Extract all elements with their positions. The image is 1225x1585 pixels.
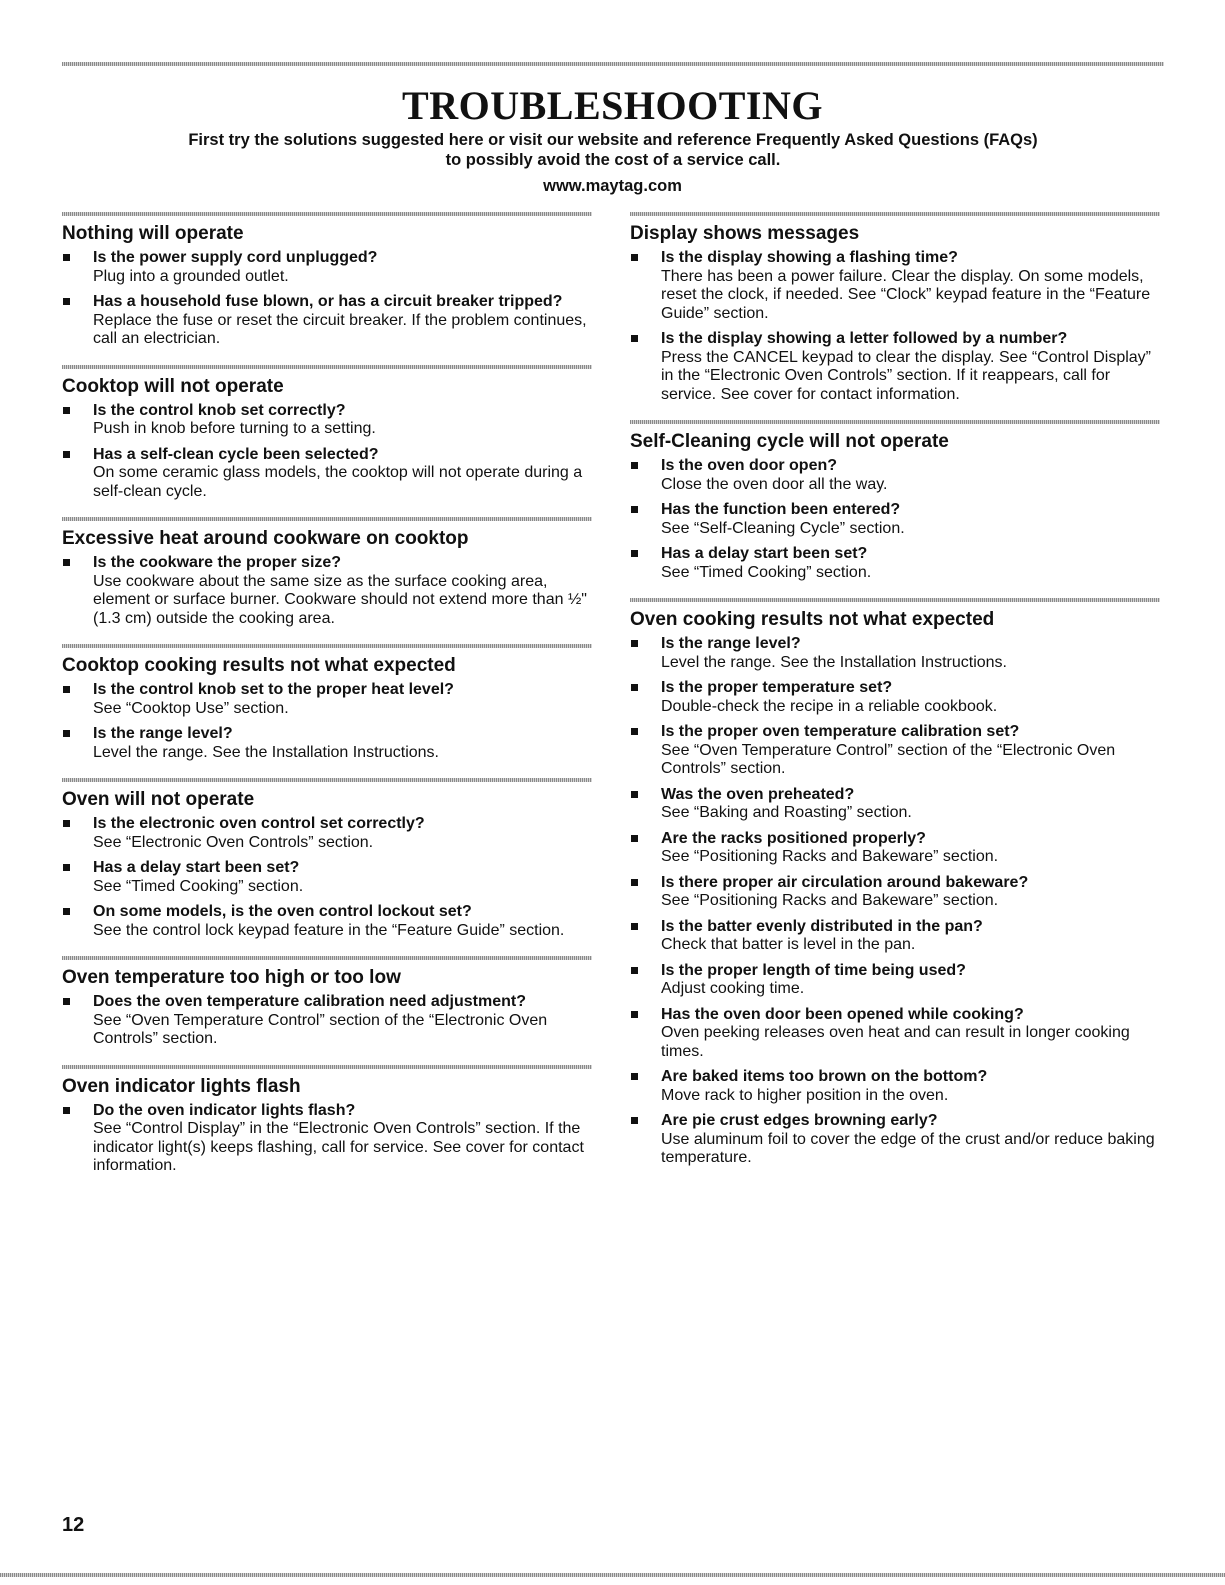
troubleshooting-item xyxy=(630,830,1160,867)
troubleshooting-item xyxy=(62,725,592,762)
question-text: Is the batter evenly distributed in the pan? xyxy=(661,917,983,935)
section-heading: Cooktop will not operate xyxy=(62,375,284,397)
troubleshooting-item xyxy=(62,554,592,628)
answer-text: See the control lock keypad feature in the “Feature Guide” section. xyxy=(93,921,565,939)
troubleshooting-item xyxy=(62,402,592,439)
square-bullet-icon xyxy=(63,1107,70,1114)
troubleshooting-item xyxy=(62,815,592,852)
troubleshooting-section xyxy=(62,517,592,628)
section-divider xyxy=(62,365,592,369)
answer-text: Use aluminum foil to cover the edge of the crust and/or reduce baking temperature. xyxy=(661,1130,1155,1166)
square-bullet-icon xyxy=(631,879,638,886)
question-text: Is the control knob set to the proper heat level? xyxy=(93,681,454,698)
troubleshooting-item xyxy=(630,1112,1160,1168)
troubleshooting-item xyxy=(630,545,1160,582)
square-bullet-icon xyxy=(631,335,638,342)
answer-text: Plug into a grounded outlet. xyxy=(93,267,289,285)
troubleshooting-item xyxy=(630,635,1160,672)
square-bullet-icon xyxy=(63,908,70,915)
troubleshooting-section xyxy=(62,644,592,762)
question-text: Has a household fuse blown, or has a circuit breaker tripped? xyxy=(93,293,563,310)
question-text: Is the proper temperature set? xyxy=(661,679,893,696)
square-bullet-icon xyxy=(63,730,70,737)
question-text: Are pie crust edges browning early? xyxy=(661,1112,938,1129)
section-divider xyxy=(62,644,592,648)
answer-text: Push in knob before turning to a setting. xyxy=(93,420,376,437)
troubleshooting-item xyxy=(630,874,1160,911)
troubleshooting-section xyxy=(62,956,592,1049)
troubleshooting-section xyxy=(62,365,592,502)
square-bullet-icon xyxy=(631,462,638,469)
question-text: Has the function been entered? xyxy=(661,501,901,518)
troubleshooting-item xyxy=(62,1102,592,1176)
website-link[interactable]: www.maytag.com xyxy=(543,177,682,195)
troubleshooting-section xyxy=(62,778,592,940)
answer-text: See “Positioning Racks and Bakeware” section. xyxy=(661,892,999,909)
square-bullet-icon xyxy=(63,998,70,1005)
answer-text: Level the range. See the Installation Instructions. xyxy=(93,743,439,761)
intro-line-2: to possibly avoid the cost of a service call. xyxy=(445,150,781,169)
answer-text: See “Oven Temperature Control” section of the “Electronic Oven Controls” section. xyxy=(93,1011,548,1047)
page-title: TROUBLESHOOTING xyxy=(402,83,823,128)
square-bullet-icon xyxy=(63,407,70,414)
troubleshooting-item xyxy=(62,859,592,896)
section-heading: Oven temperature too high or too low xyxy=(62,967,401,988)
section-divider xyxy=(62,956,592,960)
square-bullet-icon xyxy=(631,254,638,261)
answer-text: There has been a power failure. Clear the display. On some models, reset the clock, if needed. See “Clock” keypad feature in the “Feature Guide” section. xyxy=(661,267,1151,322)
answer-text: See “Electronic Oven Controls” section. xyxy=(93,833,374,851)
question-text: Is the display showing a flashing time? xyxy=(661,249,958,266)
section-heading: Cooktop cooking results not what expected xyxy=(62,655,456,676)
square-bullet-icon xyxy=(63,298,70,305)
answer-text: See “Control Display” in the “Electronic Oven Controls” section. If the indicator light(s) keeps flashing, call for service. See cover for contact information. xyxy=(93,1120,584,1174)
question-text: Is the control knob set correctly? xyxy=(93,401,346,419)
section-heading: Display shows messages xyxy=(630,223,860,244)
troubleshooting-item xyxy=(62,249,592,286)
section-heading: Oven indicator lights flash xyxy=(62,1075,301,1097)
section-heading: Oven cooking results not what expected xyxy=(630,609,995,630)
square-bullet-icon xyxy=(631,728,638,735)
top-divider xyxy=(62,62,1164,66)
question-text: Is the proper length of time being used? xyxy=(661,961,966,979)
question-text: Has a delay start been set? xyxy=(661,545,868,562)
troubleshooting-item xyxy=(630,457,1160,494)
left-column xyxy=(62,212,592,1192)
answer-text: Check that batter is level in the pan. xyxy=(661,936,916,953)
square-bullet-icon xyxy=(631,1117,638,1124)
square-bullet-icon xyxy=(63,254,70,261)
question-text: Is the display showing a letter followed by a number? xyxy=(661,330,1068,347)
answer-text: Replace the fuse or reset the circuit breaker. If the problem continues, call an electrician. xyxy=(93,311,587,347)
troubleshooting-item xyxy=(62,293,592,349)
question-text: Are baked items too brown on the bottom? xyxy=(661,1068,988,1085)
section-divider xyxy=(630,598,1160,602)
section-heading: Excessive heat around cookware on cooktop xyxy=(62,528,469,549)
troubleshooting-section xyxy=(630,212,1160,404)
question-text: Has a self-clean cycle been selected? xyxy=(93,445,379,463)
question-text: Is the electronic oven control set correctly? xyxy=(93,815,425,832)
answer-text: See “Cooktop Use” section. xyxy=(93,699,289,717)
answer-text: Close the oven door all the way. xyxy=(661,475,888,493)
question-text: Is the range level? xyxy=(93,725,233,742)
answer-text: See “Oven Temperature Control” section of the “Electronic Oven Controls” section. xyxy=(661,741,1116,777)
troubleshooting-section xyxy=(630,420,1160,582)
question-text: Is the range level? xyxy=(661,635,801,652)
question-text: Is the cookware the proper size? xyxy=(93,554,342,571)
section-divider xyxy=(62,1065,592,1069)
intro-line-1: First try the solutions suggested here or visit our website and reference Frequently Asked Questions (FAQs) xyxy=(188,131,1038,149)
troubleshooting-item xyxy=(62,681,592,718)
troubleshooting-item xyxy=(630,501,1160,538)
section-divider xyxy=(62,212,592,216)
section-divider xyxy=(630,420,1160,424)
troubleshooting-item xyxy=(62,993,592,1049)
square-bullet-icon xyxy=(631,791,638,798)
question-text: Has the oven door been opened while cooking? xyxy=(661,1005,1024,1023)
troubleshooting-section xyxy=(62,212,592,349)
answer-text: See “Positioning Racks and Bakeware” section. xyxy=(661,848,999,865)
question-text: Do the oven indicator lights flash? xyxy=(93,1101,356,1119)
troubleshooting-item xyxy=(630,918,1160,955)
section-heading: Self-Cleaning cycle will not operate xyxy=(630,431,949,452)
square-bullet-icon xyxy=(631,1011,638,1018)
square-bullet-icon xyxy=(63,451,70,458)
troubleshooting-item xyxy=(630,679,1160,716)
troubleshooting-item xyxy=(62,446,592,502)
troubleshooting-item xyxy=(630,249,1160,323)
section-divider xyxy=(630,212,1160,216)
right-column xyxy=(630,212,1160,1184)
question-text: Are the racks positioned properly? xyxy=(661,829,926,847)
question-text: Is the oven door open? xyxy=(661,457,838,474)
question-text: Has a delay start been set? xyxy=(93,859,300,876)
square-bullet-icon xyxy=(63,686,70,693)
answer-text: Use cookware about the same size as the surface cooking area, element or surface burner. Cookware should not extend more than ½" (1.3 cm) outside the cooking area. xyxy=(93,572,587,627)
troubleshooting-item xyxy=(630,1068,1160,1105)
question-text: Was the oven preheated? xyxy=(661,785,855,803)
question-text: Does the oven temperature calibration need adjustment? xyxy=(93,993,526,1010)
square-bullet-icon xyxy=(63,864,70,871)
question-text: Is the proper oven temperature calibration set? xyxy=(661,723,1020,740)
troubleshooting-item xyxy=(630,786,1160,823)
answer-text: Move rack to higher position in the oven. xyxy=(661,1086,949,1104)
answer-text: Press the CANCEL keypad to clear the display. See “Control Display” in the “Electronic Oven Controls” section. If it reappears, call for service. See cover for contact information. xyxy=(661,348,1151,403)
square-bullet-icon xyxy=(631,1073,638,1080)
answer-text: Adjust cooking time. xyxy=(661,980,805,997)
answer-text: Double-check the recipe in a reliable cookbook. xyxy=(661,697,998,715)
square-bullet-icon xyxy=(631,967,638,974)
question-text: Is there proper air circulation around bakeware? xyxy=(661,873,1029,891)
answer-text: See “Timed Cooking” section. xyxy=(93,877,304,895)
troubleshooting-item xyxy=(630,723,1160,779)
page-number: 12 xyxy=(62,1514,85,1536)
square-bullet-icon xyxy=(631,550,638,557)
section-divider xyxy=(62,778,592,782)
answer-text: On some ceramic glass models, the cooktop will not operate during a self-clean cycle. xyxy=(93,464,583,500)
intro-text xyxy=(62,131,1164,170)
section-heading: Nothing will operate xyxy=(62,223,244,244)
square-bullet-icon xyxy=(63,820,70,827)
square-bullet-icon xyxy=(631,835,638,842)
troubleshooting-item xyxy=(630,962,1160,999)
section-divider xyxy=(62,517,592,521)
troubleshooting-section xyxy=(62,1065,592,1176)
troubleshooting-item xyxy=(62,903,592,940)
square-bullet-icon xyxy=(631,923,638,930)
square-bullet-icon xyxy=(631,640,638,647)
troubleshooting-item xyxy=(630,1006,1160,1062)
bottom-divider xyxy=(0,1573,1225,1577)
square-bullet-icon xyxy=(63,559,70,566)
answer-text: See “Baking and Roasting” section. xyxy=(661,804,912,821)
question-text: On some models, is the oven control lockout set? xyxy=(93,903,472,920)
square-bullet-icon xyxy=(631,506,638,513)
answer-text: Level the range. See the Installation Instructions. xyxy=(661,653,1007,671)
troubleshooting-section xyxy=(630,598,1160,1168)
answer-text: See “Self-Cleaning Cycle” section. xyxy=(661,519,905,537)
section-heading: Oven will not operate xyxy=(62,789,255,810)
answer-text: Oven peeking releases oven heat and can result in longer cooking times. xyxy=(661,1024,1130,1060)
troubleshooting-item xyxy=(630,330,1160,404)
question-text: Is the power supply cord unplugged? xyxy=(93,249,378,266)
answer-text: See “Timed Cooking” section. xyxy=(661,563,872,581)
square-bullet-icon xyxy=(631,684,638,691)
